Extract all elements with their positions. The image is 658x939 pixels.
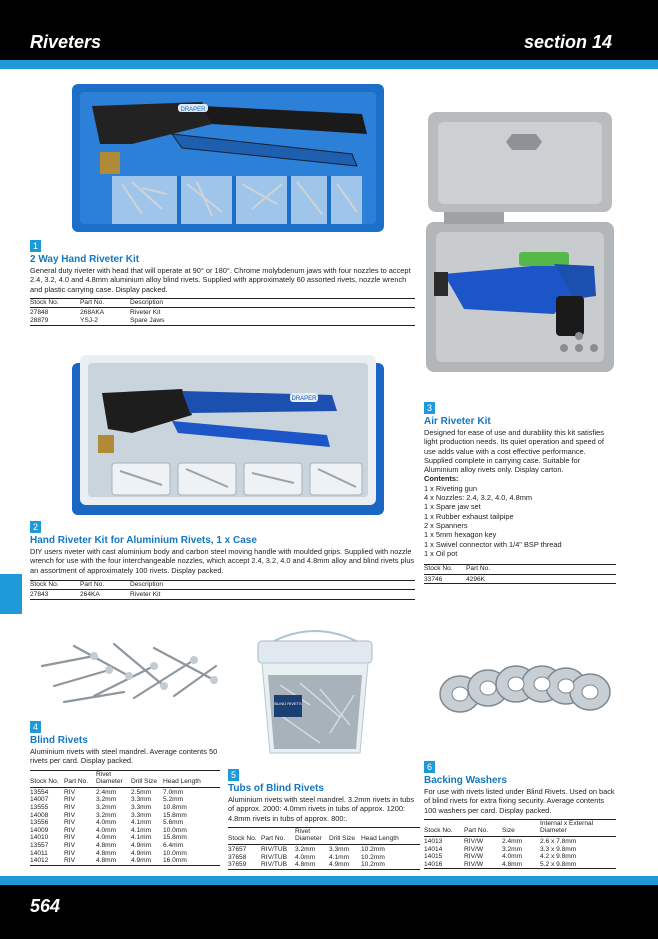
table-row [30,317,415,325]
cell: 2.5mm [131,788,152,796]
cell: 5.6mm [163,819,184,827]
cell: RIV [64,841,75,849]
cell: 2.4mm [96,788,117,796]
cell: 4.0mm [502,853,523,861]
cell: RIV [64,788,75,796]
cell: 13557 [30,841,49,849]
table-row [30,827,220,835]
cell: 4.1mm [131,819,152,827]
spec-table [30,580,415,600]
cell: 37657 [228,846,247,854]
cell: 4.1mm [131,834,152,842]
product-description: Aluminium rivets with steel mandrel. Average contents 50 rivets per card. Display packed. [30,747,218,766]
cell: 4.8mm [96,857,131,865]
product-description: DIY users riveter with cast aluminium body and carbon steel moving handle with moulded grips. Supplied with nozzle wrench for use with the four interchangeable nozzles, which accept 2.4, 3.2, 4.0 and 4.8mm alloy and blind rivets plus an assortment of approximately 100 rivets. Display packed. [30,547,415,575]
table-row [30,308,415,317]
cell: 14010 [30,834,49,842]
section-name: Riveters [30,32,102,52]
cell: 5.2mm [163,796,184,804]
table-row [30,787,220,796]
table-header-row [424,565,616,575]
table-row [424,853,616,861]
product-title: Blind Rivets [30,735,88,746]
side-tab-marker [0,574,22,614]
cell: 14009 [30,826,49,834]
cell: 14008 [30,811,49,819]
cell: 4.9mm [131,849,152,857]
product-block-2 [30,517,415,600]
cell: YSJ-2 [80,317,130,325]
table-row [30,812,220,820]
product-number: 4 [30,721,41,733]
table-header-row [424,819,616,836]
cell: 4.2 x 9.8mm [540,853,577,861]
cell: 10.2mm [361,861,420,869]
riveter-kit-image [72,84,384,232]
cell: 4.1mm [131,826,152,834]
cell: 14015 [424,853,443,861]
col-header: Stock No. [424,819,464,836]
col-header: Stock No. [30,580,80,590]
svg-text:DRAPER: DRAPER [291,396,317,402]
spec-table [424,819,616,870]
cell: RIV/TUB [261,853,288,861]
cell: 13555 [30,803,49,811]
cell: 37659 [228,861,261,869]
table-header-row [30,580,415,590]
cell: 10.8mm [163,803,187,811]
product-number: 3 [424,402,435,414]
cell: RIV/W [464,853,484,861]
list-item: 1 x Rubber exhaust tailpipe [424,511,514,521]
cell: 3.3mm [329,846,350,854]
table-row [228,845,420,854]
col-header: Stock No. [228,827,261,844]
col-header: Part No. [64,770,96,787]
air-riveter-kit-image [424,104,616,382]
cell: RIV [64,811,75,819]
cell: 7.0mm [163,788,184,796]
product-title: Air Riveter Kit [424,416,491,427]
cell: 2.4mm [502,838,523,846]
product-number: 6 [424,761,435,773]
cell: 33746 [424,574,466,584]
list-item: 2 x Spanners [424,520,468,530]
table-row [30,819,220,827]
table-header-row [30,298,415,308]
product-number: 2 [30,521,41,533]
cell: 3.3 x 9.8mm [540,845,577,853]
list-item: 1 x Oil pot [424,548,458,558]
cell: Riveter Kit [130,309,161,317]
rivet-tub-image [250,625,380,757]
table-header-row [228,827,420,844]
cell: 4.0mm [96,834,117,842]
cell: 10.2mm [361,853,385,861]
cell: 3.2mm [96,811,117,819]
col-header: Drill Size [329,827,361,844]
header-stripe [0,60,658,69]
cell: 4.8mm [96,841,117,849]
cell: 14012 [30,857,64,865]
cell: RIV [64,796,75,804]
table-row [30,842,220,850]
cell: 15.8mm [163,811,187,819]
product-block-6 [424,757,616,869]
col-header: Head Length [163,770,220,787]
cell: 3.2mm [502,845,523,853]
cell: 3.2mm [96,796,117,804]
cell: 3.2mm [96,803,117,811]
table-row [424,837,616,846]
col-header: Stock No. [30,770,64,787]
product-title: Tubs of Blind Rivets [228,783,324,794]
spec-table [424,564,616,584]
product-number: 1 [30,240,41,252]
contents-label: Contents: [424,474,459,484]
col-header: Rivet Diameter [96,770,131,787]
page-footer [0,885,658,939]
col-header: Part No. [261,827,295,844]
table-row [30,804,220,812]
cell: RIV/W [464,838,484,846]
cell: RIV [64,857,96,865]
table-row [228,861,420,869]
cell: 14016 [424,861,464,869]
cell: 5.2 x 9.8mm [540,861,616,869]
spec-table [30,298,415,326]
table-body [228,845,420,870]
cell: 3.3mm [131,811,152,819]
cell: 4296K [466,574,616,584]
product-block-5 [228,765,420,870]
cell: RIV [64,826,75,834]
list-item: 1 x Riveting gun [424,483,477,493]
cell: RIV [64,849,75,857]
col-header: Internal x External Diameter [540,819,616,836]
cell: 4.8mm [96,849,117,857]
cell: 10.2mm [361,846,385,854]
col-header: Head Length [361,827,420,844]
col-header: Size [502,819,540,836]
table-row [424,574,616,584]
footer-stripe [0,876,658,885]
cell: RIV [64,834,75,842]
cell: 27843 [30,590,80,600]
cell: 37658 [228,853,247,861]
table-row [30,590,415,600]
svg-text:DRAPER: DRAPER [180,107,206,113]
cell: 10.0mm [163,826,187,834]
product-description: Aluminium rivets with steel mandrel. 3.2mm rivets in tubs of approx. 2000: 4.0mm rivets in tubs of approx. 1200: 4.8mm rivets in tubs of approx. 800:. [228,795,415,823]
spec-table [30,770,220,866]
col-header: Description [130,298,415,308]
cell: 13554 [30,788,49,796]
col-header: Part No. [464,819,502,836]
table-row [30,834,220,842]
table-row [30,796,220,804]
list-item: 1 x Swivel connector with 1/4" BSP thread [424,539,562,549]
cell: 3.3mm [131,796,152,804]
cell: 16.0mm [163,857,220,865]
cell: 2.6 x 7.8mm [540,838,577,846]
product-title: 2 Way Hand Riveter Kit [30,254,140,265]
cell: 4.1mm [329,853,350,861]
cell: 28879 [30,317,80,325]
cell: RIV/TUB [261,846,288,854]
product-description: General duty riveter with head that will operate at 90° or 180°. Chrome molybdenum jaws with four nozzles to accept 2.4, 3.2, 4.0 and 4.8mm aluminium alloy blind rivets. Supplied with approximately 60 assorted rivets, nozzle wrench and plastic carrying case. Display packed. [30,266,411,294]
table-body [424,837,616,869]
cell: 4.8mm [502,861,540,869]
col-header: Description [130,580,415,590]
cell: 3.2mm [295,846,316,854]
cell: Riveter Kit [130,590,415,600]
list-item: 1 x 5mm hexagon key [424,530,497,540]
product-number: 5 [228,769,239,781]
contents-list [424,484,616,558]
cell: 4.9mm [131,857,163,865]
product-title: Backing Washers [424,775,507,786]
col-header: Part No. [466,565,616,575]
product-title: Hand Riveter Kit for Aluminium Rivets, 1 x Case [30,535,257,546]
table-row [424,861,616,869]
cell: 14013 [424,838,443,846]
cell: 10.0mm [163,849,187,857]
cell: 264KA [80,590,130,600]
table-row [228,854,420,862]
col-header: Part No. [80,298,130,308]
backing-washers-image [438,656,614,722]
product-description: For use with rivets listed under Blind Rivets. Used on back of blind rivets for extra fixing security. Average contents 100 washers per card. Display packed. [424,787,615,815]
spec-table [228,827,420,870]
product-block-3 [424,398,616,584]
cell: 27848 [30,309,49,317]
cell: Spare Jaws [130,317,415,325]
cell: 4.0mm [96,826,117,834]
svg-text:BLIND RIVETS: BLIND RIVETS [274,701,302,706]
cell: 3.3mm [131,803,152,811]
col-header: Part No. [80,580,130,590]
cell: RIV/W [464,861,502,869]
cell: 13556 [30,819,49,827]
col-header: Stock No. [30,298,80,308]
col-header: Stock No. [424,565,466,575]
table-header-row [30,770,220,787]
cell: 4.9mm [329,861,361,869]
product-block-1 [30,236,415,326]
table-row [424,846,616,854]
cell: 6.4mm [163,841,184,849]
page-number: 564 [30,896,61,916]
list-item: 4 x Nozzles: 2.4, 3.2, 4.0, 4.8mm [424,493,533,503]
cell: RIV/W [464,845,484,853]
cell: 14007 [30,796,49,804]
cell: 14011 [30,849,48,857]
cell: 4.8mm [295,861,329,869]
hand-riveter-kit-image [72,355,384,515]
list-item: 1 x Spare jaw set [424,502,481,512]
cell: 4.0mm [96,819,117,827]
col-header: Drill Size [131,770,163,787]
cell: 268AKA [80,309,105,317]
blind-rivets-image [34,636,222,710]
cell: RIV [64,819,75,827]
table-body [30,787,220,865]
product-block-4 [30,717,220,866]
cell: RIV/TUB [261,861,295,869]
col-header: Rivet Diameter [295,827,329,844]
cell: 4.0mm [295,853,316,861]
section-number: section 14 [523,32,612,52]
cell: RIV [64,803,75,811]
table-row [30,857,220,865]
table-row [30,850,220,858]
cell: 14014 [424,845,443,853]
cell: 4.9mm [131,841,152,849]
product-description: Designed for ease of use and durability this kit satisfies light production needs. Its quiet operation and speed of use adds value with a cost effective performance. Supplied complete in carrying case. Suitable for Aluminium alloy rivets only. Display carton. [424,428,604,475]
cell: 15.8mm [163,834,187,842]
